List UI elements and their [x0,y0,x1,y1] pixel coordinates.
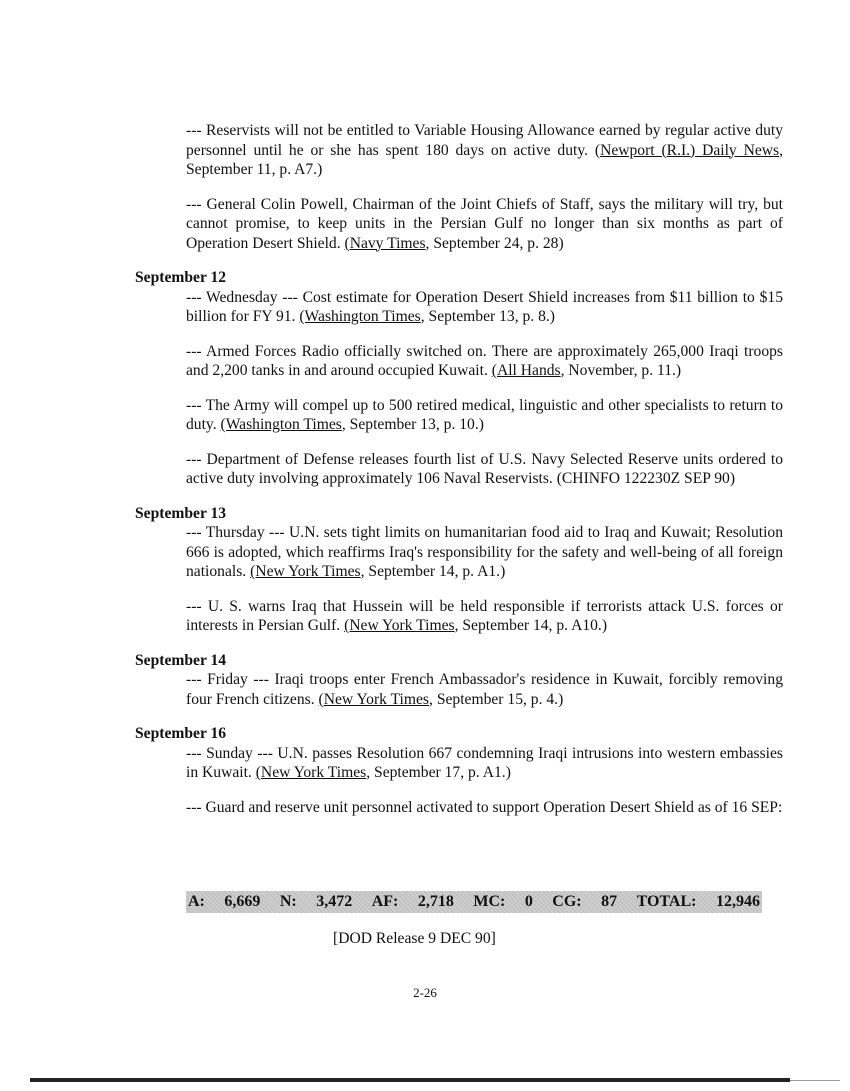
page-number: 2-26 [413,985,437,1000]
chronology-entry [186,523,783,582]
entry-text: --- Sunday --- U.N. passes Resolution 667 condemning Iraqi intrusions into western embassies in Kuwait. [186,744,783,781]
stat-value: 87 [601,893,618,910]
citation-details: , September 11, p. A7.) [186,141,783,178]
citation-details: , September 14, p. A1.) [360,563,506,580]
citation-details: , September 24, p. 28) [425,234,564,252]
chronology-entry [186,121,783,180]
activation-stats-bar [186,891,762,913]
chronology-entry [186,288,783,327]
chronology-entry [186,396,783,435]
stat-label: A: [188,893,205,910]
date-heading: September 13 [135,504,227,522]
entry-text: --- General Colin Powell, Chairman of the Joint Chiefs of Staff, says the military will try, but cannot promise, to keep units in the Persian Gulf no longer than six months as part of Operation Desert Shield. [186,195,783,252]
date-heading: September 16 [135,725,227,742]
chronology-body [135,121,783,832]
source-citation: (New York Times [344,617,455,634]
entry-text: --- Armed Forces Radio officially switched on. There are approximately 265,000 Iraqi troops and 2,200 tanks in and around occupied Kuwait. [186,342,783,379]
release-citation: [DOD Release 9 DEC 90] [333,930,496,947]
chronology-entry [186,670,783,709]
stat-value: 6,669 [224,893,261,910]
bottom-rule-thin [790,1080,840,1081]
citation-details: , September 13, p. 8.) [420,308,555,325]
entry-text: --- The Army will compel up to 500 retired medical, linguistic and other specialists to return to duty. [186,396,783,433]
stat-label: AF: [371,893,399,910]
chronology-entry [186,798,783,818]
citation-details: , September 15, p. 4.) [429,690,564,708]
date-heading: September 12 [135,269,227,286]
chronology-entry [186,597,783,636]
source-citation: (Newport (R.I.) Daily News [594,141,780,159]
citation-details: , November, p. 11.) [560,362,682,379]
entry-text: --- Wednesday --- Cost estimate for Operation Desert Shield increases from $11 billion to $15 billion for FY 91. [186,288,783,325]
stat-value: 0 [524,893,533,910]
source-citation: (New York Times [318,690,430,708]
stat-label: TOTAL: [636,893,697,910]
citation-details: , September 14, p. A10.) [454,617,608,634]
bottom-rule [30,1078,790,1082]
chronology-entry [186,744,783,783]
entry-text: --- Friday --- Iraqi troops enter French Ambassador's residence in Kuwait, forcibly removing four French citizens. [186,671,783,708]
entry-text: --- Department of Defense releases fourth list of U.S. Navy Selected Reserve units ordered to active duty involving approximately 106 Naval Reservists. (CHINFO 122230Z SEP 90) [186,450,783,487]
stat-value: 2,718 [417,893,454,910]
stat-label: MC: [473,893,506,910]
entry-text: --- U. S. warns Iraq that Hussein will be held responsible if terrorists attack U.S. forces or interests in Persian Gulf. [186,597,783,634]
chronology-entry [186,342,783,381]
source-citation: (New York Times [255,764,367,781]
citation-details: , September 13, p. 10.) [341,416,484,433]
source-citation: (Navy Times [344,234,426,252]
entry-text: --- Thursday --- U.N. sets tight limits on humanitarian food aid to Iraq and Kuwait; Resolution 666 is adopted, which reaffirms Iraq's responsibility for the safety and well-being of all foreign nationals. [186,524,783,580]
source-citation: (New York Times [250,563,361,580]
chronology-entry [186,450,783,489]
stat-value: 3,472 [316,893,353,910]
source-citation: (Washington Times [220,416,342,433]
stat-label: CG: [552,893,582,910]
source-citation: (All Hands [491,362,561,379]
source-citation: (Washington Times [299,308,421,325]
entry-text: --- Reservists will not be entitled to Variable Housing Allowance earned by regular active duty personnel until he or she has spent 180 days on active duty. [186,122,783,159]
date-heading: September 14 [135,651,227,669]
stat-label: N: [279,893,297,910]
chronology-entry [186,195,783,254]
entry-text: --- Guard and reserve unit personnel activated to support Operation Desert Shield as of 16 SEP: [186,798,783,816]
citation-details: , September 17, p. A1.) [366,764,511,781]
stat-value: 12,946 [715,893,760,910]
